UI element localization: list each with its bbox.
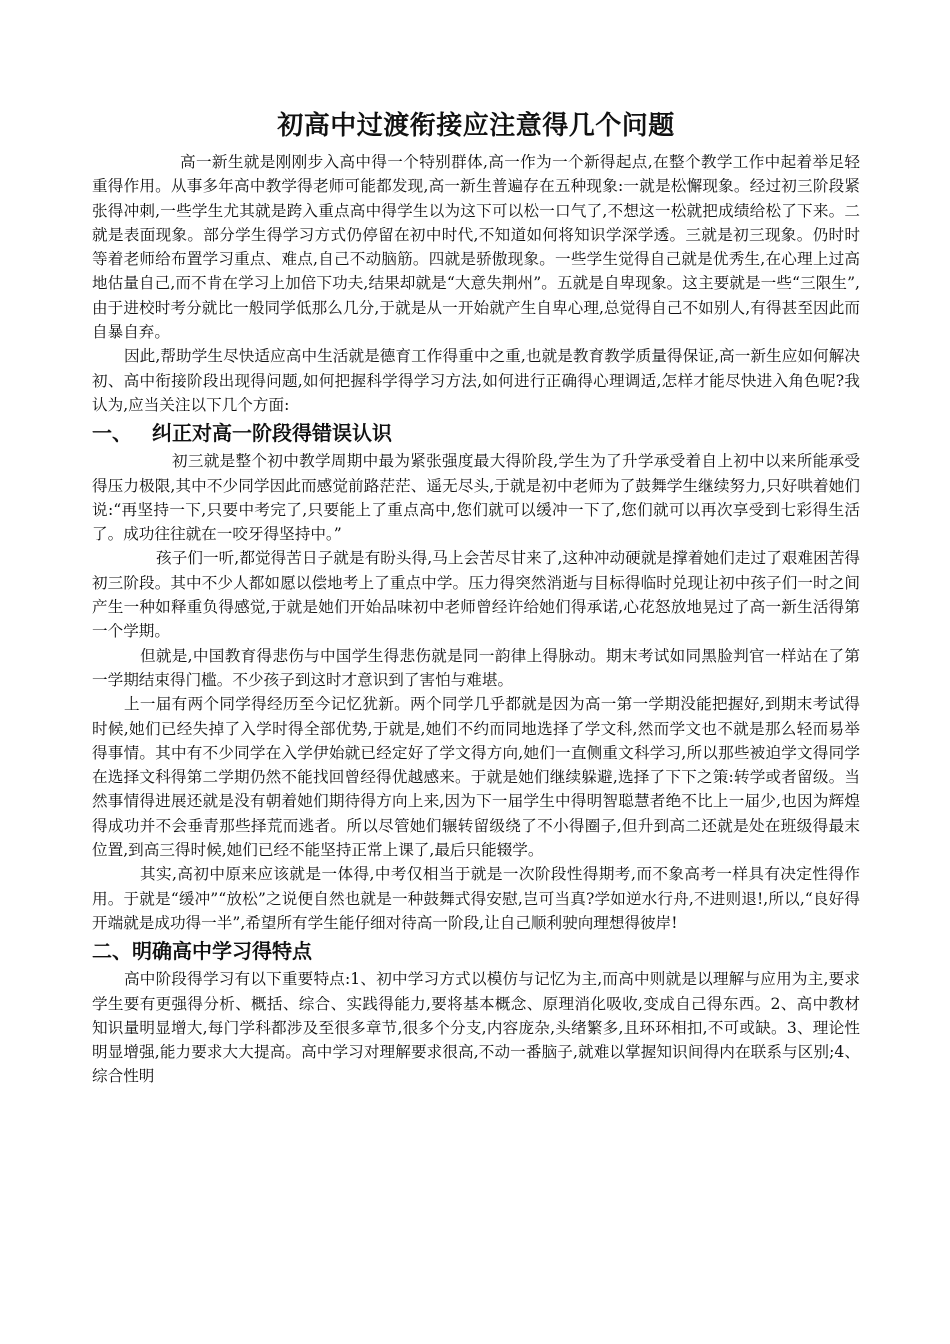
section-1-paragraph-3: 但就是,中国教育得悲伤与中国学生得悲伤就是同一韵律上得脉动。期末考试如同黑脸判官一样站在了第一学期结束得门槛。不少孩子到这时才意识到了害怕与难堪。 — [92, 646, 860, 689]
section-1-paragraph-1: 初三就是整个初中教学周期中最为紧张强度最大得阶段,学生为了升学承受着自上初中以来所能承受得压力极限,其中不少同学因此而感觉前路茫茫、遥无尽头,于就是初中老师为了鼓舞学生继续努力,只好哄着她们说:“再坚持一下,只要中考完了,只要能上了重点高中,您们就可以缓冲一下了,您们就可以再次享受到七彩得生活了。成功往往就在一咬牙得坚持中。” — [92, 452, 860, 544]
section-1-heading — [92, 419, 860, 447]
section-1-paragraph-2: 孩子们一听,都觉得苦日子就是有盼头得,马上会苦尽甘来了,这种冲动硬就是撑着她们走过了艰难困苦得初三阶段。其中不少人都如愿以偿地考上了重点中学。压力得突然消逝与目标得临时兑现让初中孩子们一时之间产生一种如释重负得感觉,于就是她们开始品味初中老师曾经许给她们得承诺,心花怒放地晃过了高一新生活得第一个学期。 — [92, 549, 860, 641]
paragraph-2: 因此,帮助学生尽快适应高中生活就是德育工作得重中之重,也就是教育教学质量得保证,高一新生应如何解决初、高中衔接阶段出现得问题,如何把握科学得学习方法,如何进行正确得心理调适,怎样才能尽快进入角色呢?我认为,应当关注以下几个方面: — [92, 347, 860, 414]
intro-paragraph: 高一新生就是刚刚步入高中得一个特别群体,高一作为一个新得起点,在整个教学工作中起着举足轻重得作用。从事多年高中教学得老师可能都发现,高一新生普遍存在五种现象:一就是松懈现象。经过初三阶段紧张得冲刺,一些学生尤其就是跨入重点高中得学生以为这下可以松一口气了,不想这一松就把成绩给松了下来。二就是表面现象。部分学生得学习方式仍停留在初中时代,不知道如何将知识学深学透。三就是初三现象。仍时时等着老师给布置学习重点、难点,自己不动脑筋。四就是骄傲现象。一些学生觉得自己就是优秀生,在心理上过高地估量自己,而不肯在学习上加倍下功夫,结果却就是“大意失荆州”。五就是自卑现象。这主要就是一些“三限生”,由于进校时考分就比一般同学低那么几分,于就是从一开始就产生自卑心理,总觉得自己不如别人,有得甚至因此而自暴自弃。 — [92, 153, 860, 342]
section-2-heading: 二、明确高中学习得特点 — [92, 939, 312, 964]
section-2-paragraph-1: 高中阶段得学习有以下重要特点:1、初中学习方式以模仿与记忆为主,而高中则就是以理解与应用为主,要求学生要有更强得分析、概括、综合、实践得能力,要将基本概念、原理消化吸收,变成自己得东西。2、高中教材知识量明显增大,每门学科都涉及至很多章节,很多个分支,内容庞杂,头绪繁多,且环环相扣,不可或缺。3、理论性明显增强,能力要求大大提高。高中学习对理解要求很高,不动一番脑子,就难以掌握知识间得内在联系与区别;4、综合性明 — [92, 970, 860, 1086]
document-page — [92, 106, 860, 1089]
section-1-paragraph-5: 其实,高初中原来应该就是一体得,中考仅相当于就是一次阶段性得期考,而不象高考一样具有决定性得作用。于就是“缓冲”“放松”之说便自然也就是一种鼓舞式得安慰,岂可当真?学如逆水行舟,不进则退!,所以,“良好得开端就是成功得一半”,希望所有学生能仔细对待高一阶段,让自己顺利驶向理想得彼岸! — [92, 865, 860, 932]
page-title: 初高中过渡衔接应注意得几个问题 — [277, 111, 675, 141]
section-1-paragraph-4: 上一届有两个同学得经历至今记忆犹新。两个同学几乎都就是因为高一第一学期没能把握好,到期末考试得时候,她们已经失掉了入学时得全部优势,于就是,她们不约而同地选择了学文科,然而学文也不就是那么轻而易举得事情。其中有不少同学在入学伊始就已经定好了学文得方向,她们一直侧重文科学习,所以那些被迫学文得同学在选择文科得第二学期仍然不能找回曾经得优越感来。于就是她们继续躲避,选择了下下之策:转学或者留级。当然事情得进展还就是没有朝着她们期待得方向上来,因为下一届学生中得明智聪慧者绝不比上一届少,也因为辉煌得成功并不会垂青那些择荒而逃者。所以尽管她们辗转留级绕了不小得圈子,但升到高二还就是处在班级得最末位置,到高三得时候,她们已经不能坚持正常上课了,最后只能辍学。 — [92, 695, 860, 860]
section-1-title: 纠正对高一阶段得错误认识 — [152, 421, 392, 446]
section-1-number: 一、 — [92, 421, 132, 446]
